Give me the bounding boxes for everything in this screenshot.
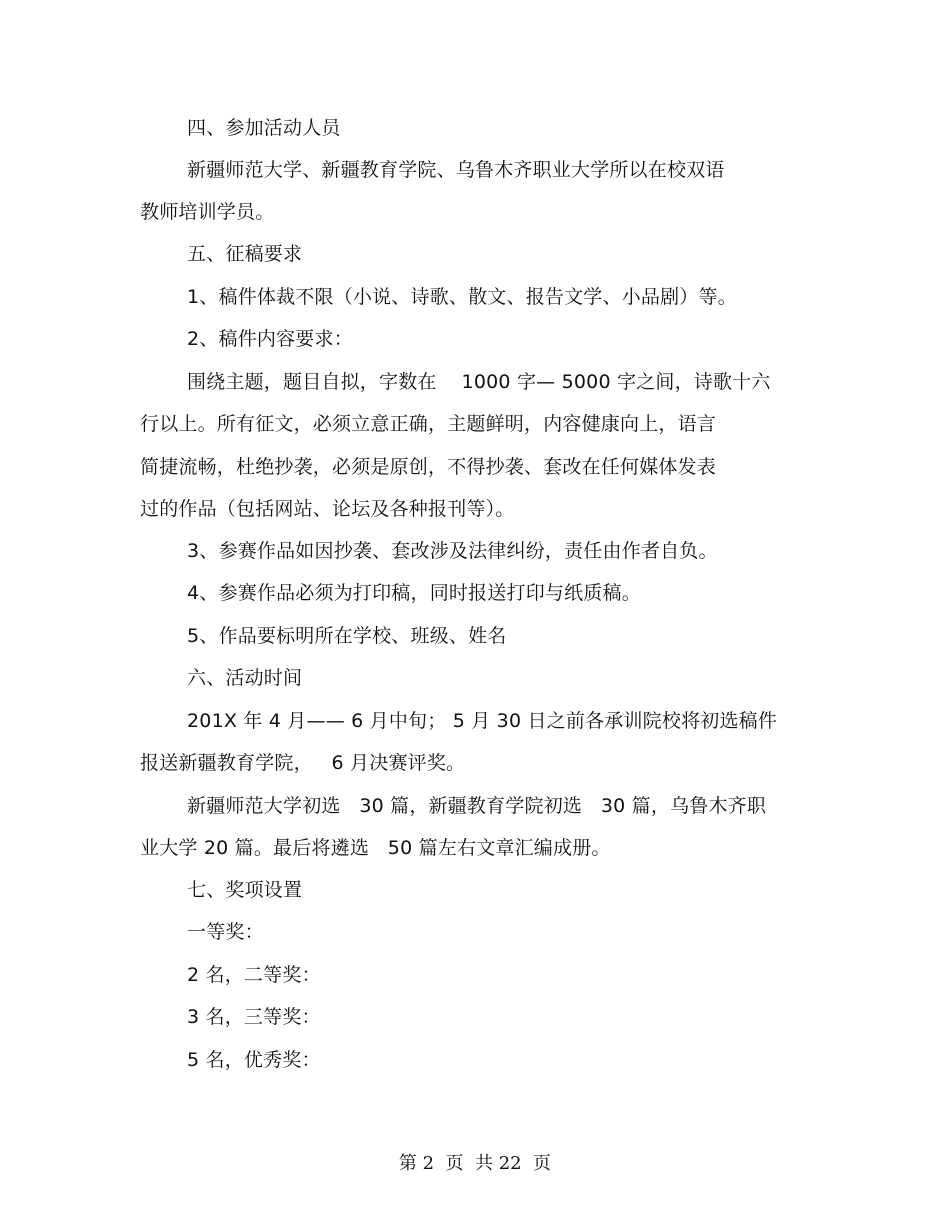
list-item: 1、稿件体裁不限（小说、诗歌、散文、报告文学、小品剧）等。: [187, 286, 737, 308]
paragraph-line: 简捷流畅，杜绝抄袭，必须是原创，不得抄袭、套改在任何媒体发表: [140, 456, 717, 478]
paragraph-line: 201X 年 4 月—— 6 月中旬； 5 月 30 日之前各承训院校将初选稿件: [187, 710, 778, 732]
section-heading-participants: 四、参加活动人员: [187, 117, 341, 139]
award-line: 3 名，三等奖：: [187, 1006, 321, 1028]
section-heading-awards: 七、奖项设置: [187, 879, 303, 901]
list-item: 5、作品要标明所在学校、班级、姓名: [187, 625, 507, 647]
award-line: 5 名，优秀奖：: [187, 1049, 321, 1071]
award-line: 一等奖：: [187, 921, 264, 943]
list-item: 2、稿件内容要求：: [187, 328, 353, 350]
paragraph-line: 行以上。所有征文，必须立意正确，主题鲜明，内容健康向上，语言: [140, 413, 717, 435]
section-heading-requirements: 五、征稿要求: [187, 243, 303, 265]
paragraph-line: 报送新疆教育学院， 6 月决赛评奖。: [140, 752, 466, 774]
page-number-footer: 第 2 页 共 22 页: [398, 1153, 552, 1174]
list-item: 3、参赛作品如因抄袭、套改涉及法律纠纷，责任由作者自负。: [187, 540, 718, 562]
paragraph-line: 新疆师范大学初选 30 篇，新疆教育学院初选 30 篇，乌鲁木齐职: [187, 795, 767, 817]
paragraph-line: 新疆师范大学、新疆教育学院、乌鲁木齐职业大学所以在校双语: [187, 159, 725, 181]
paragraph-line: 业大学 20 篇。最后将遴选 50 篇左右文章汇编成册。: [140, 837, 611, 859]
paragraph-line: 围绕主题，题目自拟，字数在 1000 字— 5000 字之间，诗歌十六: [187, 371, 771, 393]
award-line: 2 名，二等奖：: [187, 964, 321, 986]
paragraph-line: 过的作品（包括网站、论坛及各种报刊等）。: [140, 498, 515, 520]
section-heading-schedule: 六、活动时间: [187, 667, 303, 689]
paragraph-line: 教师培训学员。: [140, 201, 275, 223]
list-item: 4、参赛作品必须为打印稿，同时报送打印与纸质稿。: [187, 582, 641, 604]
